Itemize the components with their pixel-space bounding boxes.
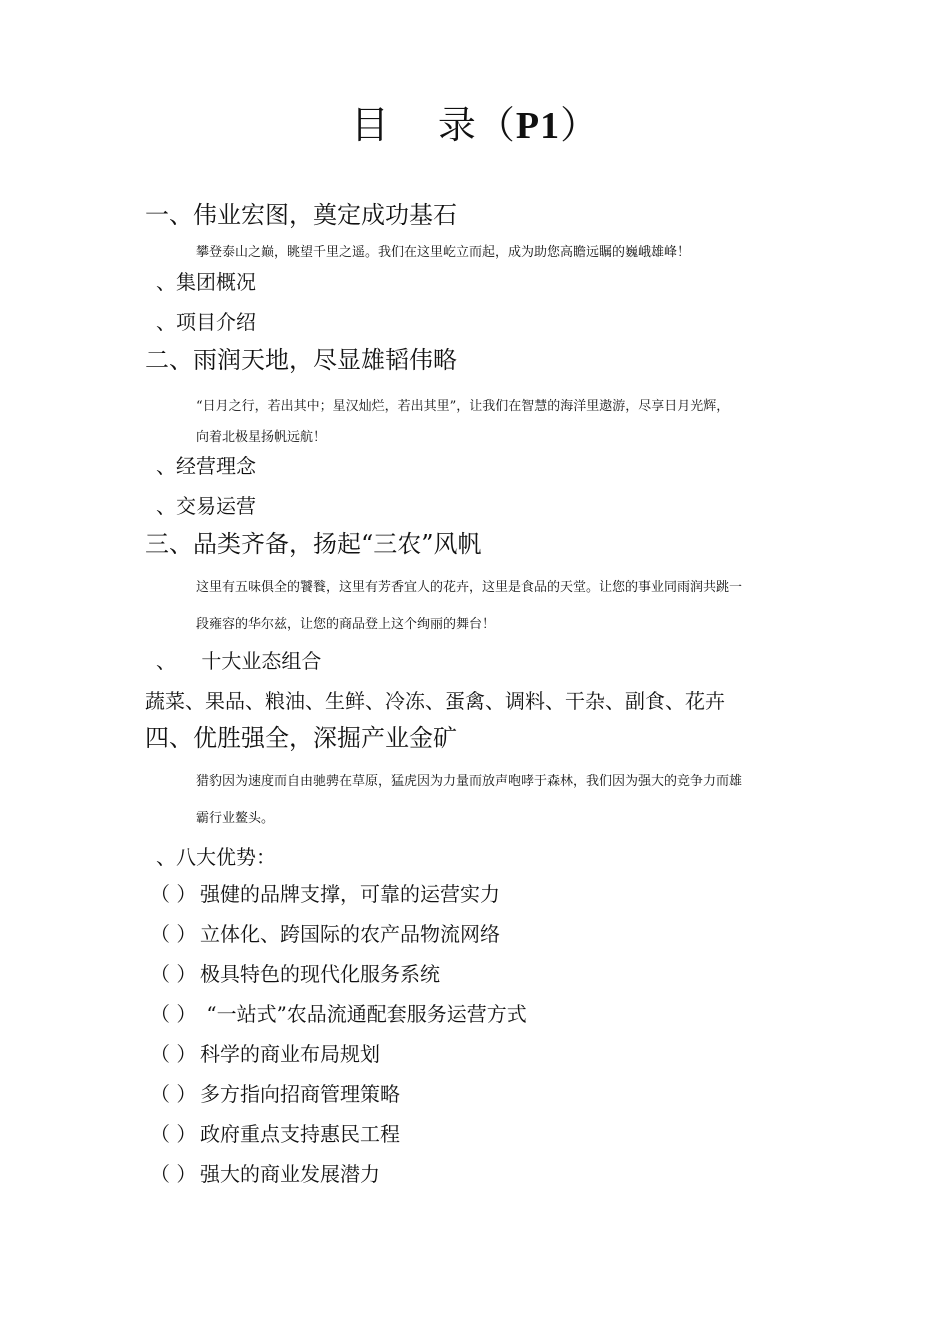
advantage-item <box>150 1118 400 1147</box>
toc-item-eight-advantages: 、八大优势： <box>156 845 276 869</box>
section-heading-2: 二、雨润天地，尽显雄韬伟略 <box>145 346 457 374</box>
toc-item-project-intro: 、项目介绍 <box>156 310 256 334</box>
advantage-number-placeholder: （ ） <box>150 882 197 906</box>
advantage-item <box>150 1078 400 1107</box>
toc-item-group-overview: 、集团概况 <box>156 270 256 294</box>
page-title <box>0 94 950 149</box>
advantage-number-placeholder: （ ） <box>150 1122 197 1146</box>
advantage-item <box>150 878 500 907</box>
toc-item-business-philosophy: 、经营理念 <box>156 454 256 478</box>
advantage-number-placeholder: （ ） <box>150 1002 197 1026</box>
advantage-text: “一站式”农品流通配套服务运营方式 <box>200 1002 527 1026</box>
section-heading-4: 四、优胜强全，深掘产业金矿 <box>145 724 457 752</box>
section-desc-4-line-2: 霸行业鳌头。 <box>196 811 275 826</box>
advantage-text: 科学的商业布局规划 <box>200 1042 380 1066</box>
title-char-2: 录（ <box>437 103 516 147</box>
section-desc-3-line-2: 段雍容的华尔兹，让您的商品登上这个绚丽的舞台！ <box>196 617 496 632</box>
advantage-text: 强健的品牌支撑，可靠的运营实力 <box>200 882 500 906</box>
section-desc-1-line-1: 攀登泰山之巅，眺望千里之遥。我们在这里屹立而起，成为助您高瞻远瞩的巍峨雄峰！ <box>196 245 691 260</box>
section-desc-2-line-2: 向着北极星扬帆远航！ <box>196 430 327 445</box>
title-page-code: P1 <box>515 105 561 147</box>
advantage-item <box>150 958 440 987</box>
advantage-number-placeholder: （ ） <box>150 1082 197 1106</box>
section-heading-3: 三、品类齐备，扬起“三农”风帆 <box>145 530 482 558</box>
section-desc-3-line-1: 这里有五味俱全的饕餮，这里有芳香宜人的花卉，这里是食品的天堂。让您的事业同雨润共跳一 <box>196 580 743 595</box>
advantage-number-placeholder: （ ） <box>150 922 197 946</box>
section-desc-4-line-1: 猎豹因为速度而自由驰骋在草原，猛虎因为力量而放声咆哮于森林，我们因为强大的竞争力而雄 <box>196 774 743 789</box>
advantage-item <box>150 998 527 1027</box>
advantage-number-placeholder: （ ） <box>150 1042 197 1066</box>
advantage-text: 立体化、跨国际的农产品物流网络 <box>200 922 500 946</box>
advantage-number-placeholder: （ ） <box>150 962 197 986</box>
category-list: 蔬菜、果品、粮油、生鲜、冷冻、蛋禽、调料、干杂、副食、花卉 <box>145 689 725 713</box>
advantage-item <box>150 1038 380 1067</box>
title-close-paren: ） <box>560 103 600 147</box>
advantage-text: 强大的商业发展潜力 <box>200 1162 380 1186</box>
toc-item-trade-operations: 、交易运营 <box>156 494 256 518</box>
advantage-item <box>150 918 500 947</box>
advantage-item <box>150 1158 380 1187</box>
title-char-1: 目 <box>350 103 390 147</box>
advantage-text: 政府重点支持惠民工程 <box>200 1122 400 1146</box>
section-desc-2-line-1: “日月之行，若出其中；星汉灿烂，若出其里”，让我们在智慧的海洋里遨游，尽享日月光辉， <box>196 399 730 414</box>
advantage-text: 极具特色的现代化服务系统 <box>200 962 440 986</box>
advantage-number-placeholder: （ ） <box>150 1162 197 1186</box>
toc-item-business-formats: 、 十大业态组合 <box>156 649 322 673</box>
section-heading-1: 一、伟业宏图，奠定成功基石 <box>145 201 457 229</box>
advantage-text: 多方指向招商管理策略 <box>200 1082 400 1106</box>
